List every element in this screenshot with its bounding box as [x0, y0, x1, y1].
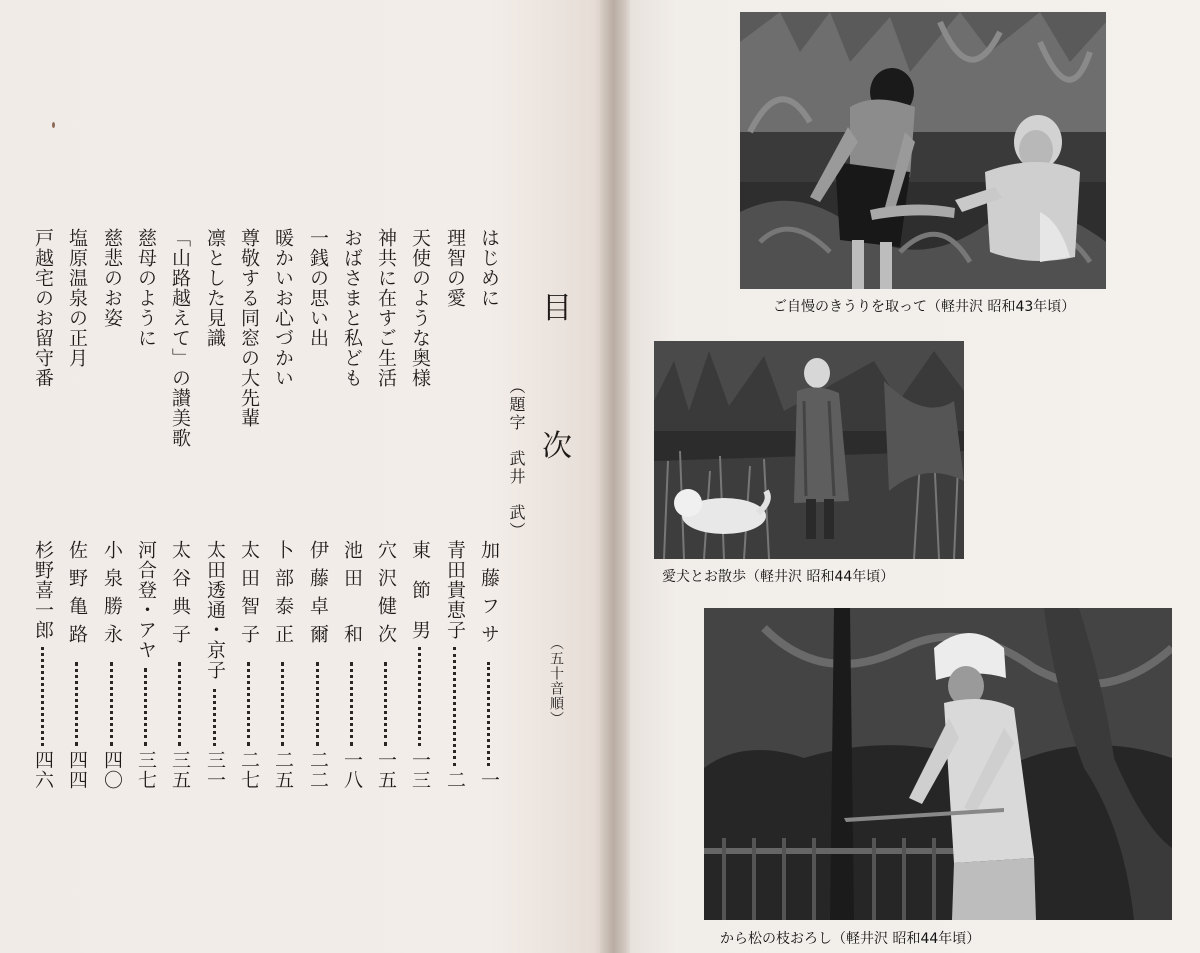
toc-entry-author: 佐野亀路: [66, 540, 88, 652]
toc-entry-title: 慈母のように: [135, 228, 157, 348]
toc-dot-leader: [178, 662, 181, 746]
toc-title-2: 次: [542, 429, 572, 464]
toc-dot-leader: [213, 689, 216, 746]
toc-entry-page: 二七: [238, 750, 260, 790]
toc-entry-author: 小泉勝永: [101, 540, 123, 652]
photo-pruning-larch: [704, 608, 1172, 920]
toc-entry-title: 暖かいお心づかい: [272, 228, 294, 388]
toc-entry-page: 四六: [32, 750, 54, 790]
toc-entry-page: 二: [444, 770, 466, 790]
toc-entry-page: 二五: [272, 750, 294, 790]
toc-entry-page: 一八: [341, 750, 363, 790]
photo-pruning-larch-image: [704, 608, 1172, 920]
toc-dot-leader: [110, 662, 113, 746]
toc-entry-page: 三七: [135, 750, 157, 790]
toc-title-1: 目: [542, 291, 572, 326]
photo-caption-2: 愛犬とお散歩（軽井沢 昭和44年頃）: [662, 569, 895, 585]
toc-entry-author: 青田貴恵子: [444, 540, 466, 640]
toc-entry-author: 卜部泰正: [272, 540, 294, 652]
toc-entry-title: 凛とした見識: [204, 228, 226, 348]
toc-dot-leader: [418, 647, 421, 746]
toc-entry-title: 理智の愛: [444, 228, 466, 308]
toc-entry-author: 太田智子: [238, 540, 260, 652]
photo-caption-3: から松の枝おろし（軽井沢 昭和44年頃）: [720, 931, 981, 947]
toc-order-note: （五十音順）: [548, 636, 564, 726]
toc-dot-leader: [247, 662, 250, 746]
photo-cucumber-harvest: [740, 12, 1106, 289]
toc-dot-leader: [281, 662, 284, 746]
toc-dot-leader: [384, 662, 387, 746]
book-gutter: [600, 0, 634, 953]
toc-entry-title: 神共に在すご生活: [375, 228, 397, 388]
photo-caption-1: ご自慢のきうりを取って（軽井沢 昭和43年頃）: [773, 299, 1076, 315]
toc-dot-leader: [487, 662, 490, 766]
toc-entry-author: 池田 和: [341, 540, 363, 652]
toc-entry-page: 一三: [409, 750, 431, 790]
toc-entry-author: 河合登・アヤ: [135, 540, 157, 660]
toc-entry-page: 一: [478, 770, 500, 790]
toc-entry-author: 伊藤卓爾: [307, 540, 329, 652]
toc-entry-title: 戸越宅のお留守番: [32, 228, 54, 388]
photo-walk-with-dog: [654, 341, 964, 559]
toc-dot-leader: [316, 662, 319, 746]
toc-entry-title: おばさまと私ども: [341, 228, 363, 388]
toc-entry-page: 一五: [375, 750, 397, 790]
photo-walk-with-dog-image: [654, 341, 964, 559]
toc-entry-title: 「山路越えて」の讃美歌: [169, 228, 191, 448]
toc-dot-leader: [453, 647, 456, 766]
toc-entry-title: 一銭の思い出: [307, 228, 329, 348]
toc-entry-author: 太谷典子: [169, 540, 191, 652]
toc-entry-author: 東 節 男: [409, 540, 431, 640]
toc-entry-author: 穴沢健次: [375, 540, 397, 652]
toc-entry-page: 三五: [169, 750, 191, 790]
toc-entry-title: 塩原温泉の正月: [66, 228, 88, 368]
toc-entry-page: 二二: [307, 750, 329, 790]
right-page: [630, 0, 1200, 953]
toc-dot-leader: [144, 668, 147, 746]
paper-speck: [52, 122, 55, 128]
toc-entry-page: 四〇: [101, 750, 123, 790]
photo-cucumber-harvest-image: [740, 12, 1106, 289]
toc-dot-leader: [350, 662, 353, 746]
toc-entry-author: 太田透通・京子: [204, 540, 226, 680]
toc-entry-page: 三一: [204, 750, 226, 790]
toc-entry-page: 四四: [66, 750, 88, 790]
toc-entry-title: はじめに: [478, 228, 500, 308]
toc-entry-author: 加藤フサ: [478, 540, 500, 652]
toc-title-credit: （題字 武井 武）: [507, 378, 526, 540]
toc-dot-leader: [75, 662, 78, 746]
toc-entry-author: 杉野喜一郎: [32, 540, 54, 640]
toc-dot-leader: [41, 647, 44, 746]
toc-entry-title: 尊敬する同窓の大先輩: [238, 228, 260, 428]
toc-entry-title: 天使のような奥様: [409, 228, 431, 388]
toc-entry-title: 慈悲のお姿: [101, 228, 123, 328]
